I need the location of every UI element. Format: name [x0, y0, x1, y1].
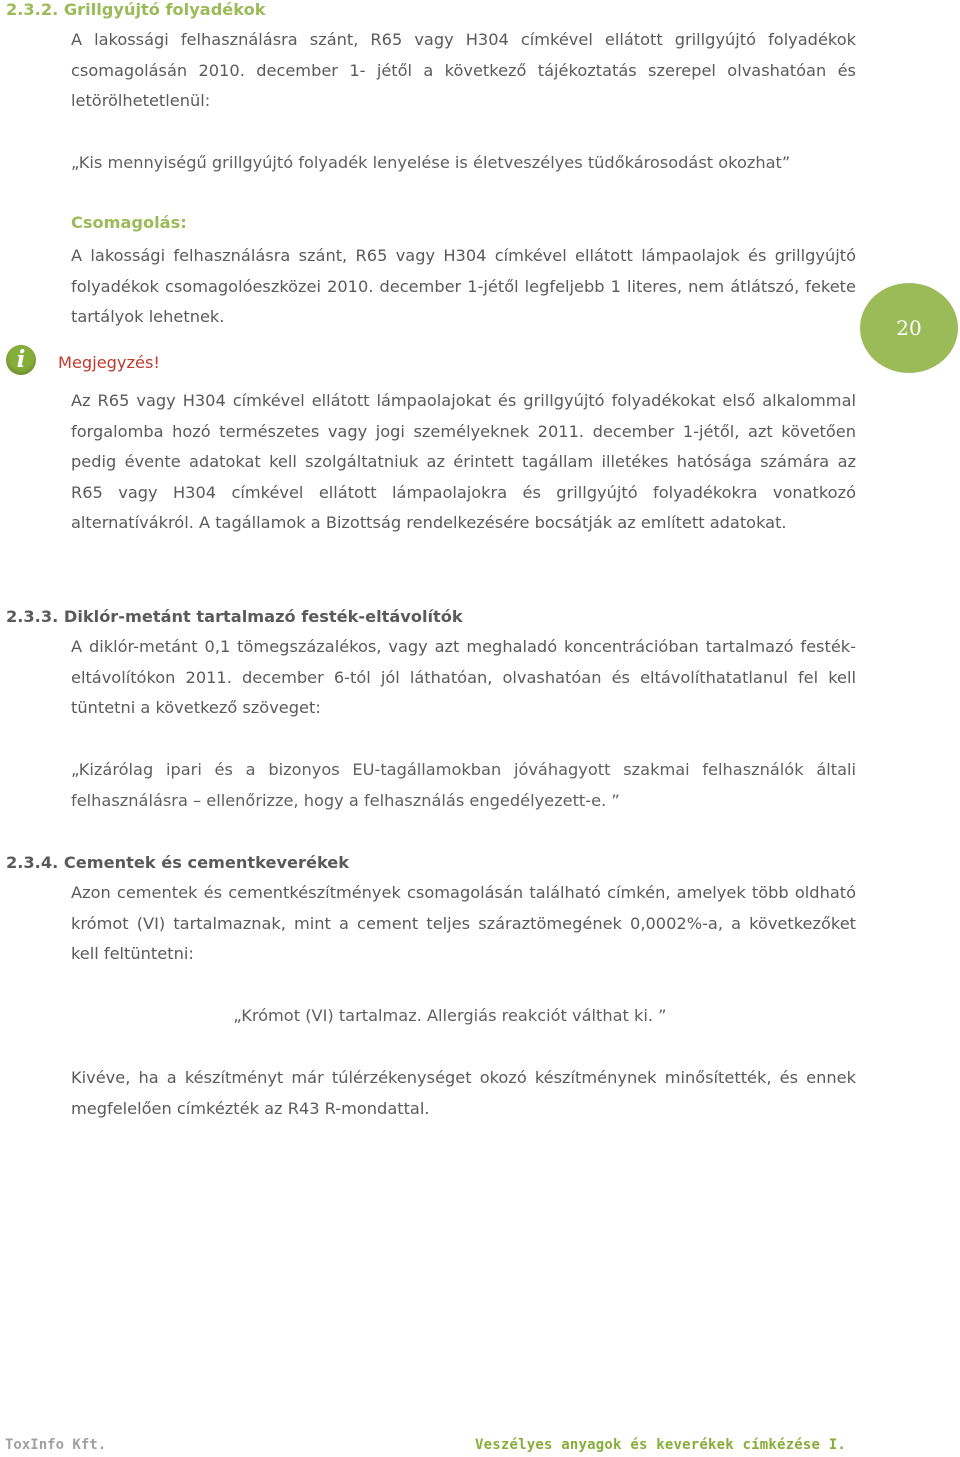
- section-234-exception: Kivéve, ha a készítményt már túlérzékenységet okozó készítménynek minősítették, és ennek megfelelően címkézték az R43 R-mondattal.: [71, 1068, 856, 1118]
- page-number: 20: [896, 316, 922, 340]
- note-text: Az R65 vagy H304 címkével ellátott lámpaolajokat és grillgyújtó folyadékokat első alkalommal forgalomba hozó természetes vagy jogi személyeknek 2011. december 1-jétől, azt követően pedig évente adatokat kell szolgáltatniuk az érintett tagállam illetékes hatósága számára az R65 vagy H304 címkével ellátott lámpaolajokra és grillgyújtó folyadékokra vonatkozó alternatívákról. A tagállamok a Bizottság rendelkezésére bocsátják az említett adatokat.: [71, 391, 856, 533]
- section-title: Cementek és cementkeverékek: [63, 853, 350, 872]
- section-number: 2.3.2.: [6, 0, 59, 19]
- packaging-label: Csomagolás:: [71, 213, 187, 232]
- footer-company: ToxInfo Kft.: [5, 1437, 107, 1453]
- section-title: Grillgyújtó folyadékok: [63, 0, 266, 19]
- section-heading-2-3-4: [6, 853, 349, 873]
- info-icon: i: [6, 345, 36, 375]
- section-232-intro: A lakossági felhasználásra szánt, R65 vagy H304 címkével ellátott grillgyújtó folyadékok csomagolásán 2010. december 1- jétől a következő tájékoztatás szerepel olvashatóan és letörölhetetlenül:: [71, 30, 856, 111]
- section-title: Diklór-metánt tartalmazó festék-eltávolítók: [63, 607, 463, 626]
- section-heading-2-3-3: [6, 607, 463, 627]
- section-232-quote: „Kis mennyiségű grillgyújtó folyadék lenyelése is életveszélyes tüdőkárosodást okozhat”: [71, 153, 791, 172]
- packaging-text: A lakossági felhasználásra szánt, R65 vagy H304 címkével ellátott lámpaolajok és grillgyújtó folyadékok csomagolóeszközei 2010. december 1-jétől legfeljebb 1 literes, nem átlátszó, fekete tartályok lehetnek.: [71, 246, 856, 327]
- section-234-intro: Azon cementek és cementkészítmények csomagolásán található címkén, amelyek több oldható krómot (VI) tartalmaznak, mint a cement teljes száraztömegének 0,0002%-a, a következőket kell feltüntetni:: [71, 883, 856, 964]
- section-233-intro: A diklór-metánt 0,1 tömegszázalékos, vagy azt meghaladó koncentrációban tartalmazó festék-eltávolítókon 2011. december 6-tól jól láthatóan, olvashatóan és eltávolíthatatlanul fel kell tüntetni a következő szöveget:: [71, 637, 856, 718]
- note-label: Megjegyzés!: [58, 353, 160, 372]
- section-heading-2-3-2: [6, 0, 265, 20]
- section-number: 2.3.3.: [6, 607, 59, 626]
- section-234-quote: „Krómot (VI) tartalmaz. Allergiás reakciót válthat ki. ”: [233, 1006, 667, 1025]
- page-number-badge: [860, 283, 958, 373]
- section-233-quote: „Kizárólag ipari és a bizonyos EU-tagállamokban jóváhagyott szakmai felhasználók általi felhasználásra – ellenőrizze, hogy a felhasználás engedélyezett-e. ”: [71, 760, 856, 810]
- footer-document-title: Veszélyes anyagok és keverékek címkézése I.: [475, 1437, 847, 1453]
- section-number: 2.3.4.: [6, 853, 59, 872]
